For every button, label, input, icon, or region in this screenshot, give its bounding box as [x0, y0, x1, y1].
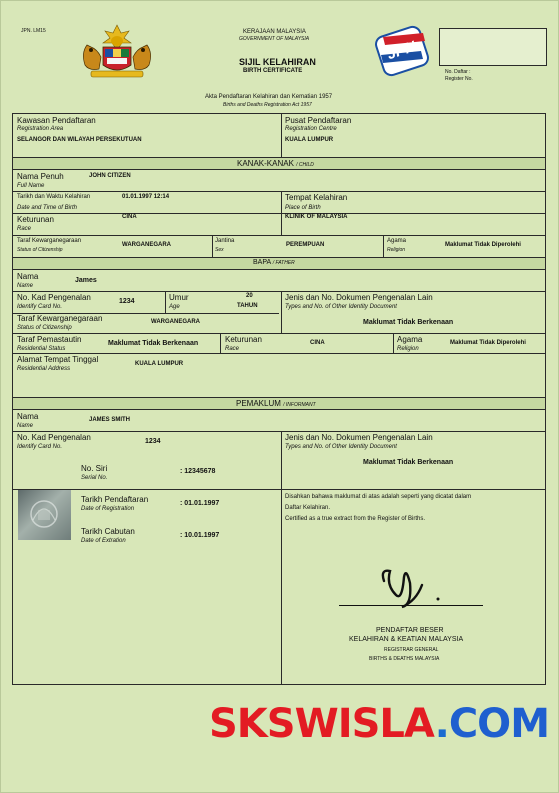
registration-date-label-ms: Tarikh Pendaftaran — [81, 495, 149, 504]
certification-line-2: Daftar Kelahiran. — [285, 505, 331, 511]
informant-name-label-en: Name — [17, 423, 34, 429]
father-doc-value: Maklumat Tidak Berkenaan — [363, 319, 454, 326]
father-name-label-en: Name — [17, 283, 34, 289]
serial-label-en: Serial No. — [81, 475, 108, 481]
government-ms: KERAJAAN MALAYSIA — [243, 29, 306, 35]
child-religion-value: Maklumat Tidak Diperolehi — [445, 242, 521, 248]
child-place-value: KLINIK OF MALAYSIA — [285, 214, 348, 220]
signatory-line-2: KELAHIRAN & KEATIAN MALAYSIA — [349, 636, 464, 643]
jpn-logo-text: JPN — [384, 38, 418, 64]
father-ic-label-ms: No. Kad Pengenalan — [17, 293, 91, 302]
extraction-date-value: : 10.01.1997 — [180, 532, 220, 539]
child-name-label-en: Full Name — [17, 183, 45, 189]
father-race-label-ms: Keturunan — [225, 335, 262, 344]
father-address-label-en: Residential Address — [17, 366, 71, 372]
father-age-value: 20 — [246, 293, 253, 299]
act-en: Births and Deaths Registration Act 1957 — [223, 102, 312, 108]
child-dob-label-en: Date and Time of Birth — [17, 205, 77, 211]
signatory-line-1: PENDAFTAR BESER — [376, 627, 444, 634]
extraction-date-label-ms: Tarikh Cabutan — [81, 527, 135, 536]
certification-line-3: Certified as a true extract from the Register of Births. — [285, 516, 426, 522]
father-address-value: KUALA LUMPUR — [135, 361, 184, 367]
registration-date-label-en: Date of Registration — [81, 506, 135, 512]
father-race-value: CINA — [310, 340, 325, 346]
extraction-date-label-en: Date of Extration — [81, 538, 126, 544]
informant-doc-value: Maklumat Tidak Berkenaan — [363, 459, 454, 466]
coat-of-arms-icon — [77, 23, 157, 81]
informant-name-label-ms: Nama — [17, 412, 39, 421]
title-ms: SIJIL KELAHIRAN — [239, 57, 316, 67]
father-citizenship-label-ms: Taraf Kewarganegaraan — [17, 314, 103, 323]
signatory-line-4: BIRTHS & DEATHS MALAYSIA — [369, 656, 440, 662]
father-ic-label-en: Identify Card No. — [17, 304, 63, 310]
father-age-label-ms: Umur — [169, 293, 189, 302]
father-doc-label-ms: Jenis dan No. Dokumen Pengenalan Lain — [285, 293, 433, 302]
register-no-en: Register No. — [445, 76, 473, 82]
government-en: GOVERNMENT OF MALAYSIA — [239, 36, 310, 42]
father-ic-value: 1234 — [119, 298, 135, 305]
child-place-label-en: Place of Birth — [285, 205, 321, 211]
child-dob-value: 01.01.1997 12:14 — [122, 194, 170, 200]
act-ms: Akta Pendaftaran Kelahiran dan Kematian 1957 — [205, 94, 333, 100]
jpn-logo-icon — [373, 25, 433, 77]
registration-centre-label-ms: Pusat Pendaftaran — [285, 116, 352, 125]
child-race-label-en: Race — [17, 226, 32, 232]
informant-doc-label-ms: Jenis dan No. Dokumen Pengenalan Lain — [285, 433, 433, 442]
father-race-label-en: Race — [225, 346, 240, 352]
register-number-box — [439, 28, 547, 66]
child-citizenship-label-ms: Taraf Kewarganegaraan — [17, 238, 82, 244]
registration-centre-label-en: Registration Centre — [285, 126, 337, 132]
father-doc-label-en: Types and No. of Other Identity Document — [285, 304, 397, 310]
child-religion-label-en: Religion — [387, 247, 406, 253]
child-sex-value: PEREMPUAN — [286, 242, 325, 248]
child-name-label-ms: Nama Penuh — [17, 172, 64, 181]
registration-centre-value: KUALA LUMPUR — [285, 137, 334, 143]
child-religion-label-ms: Agama — [387, 238, 407, 244]
father-citizenship-label-en: Status of Citizenship — [17, 325, 72, 331]
informant-ic-value: 1234 — [145, 438, 161, 445]
father-residential-label-ms: Taraf Pemastautin — [17, 335, 82, 344]
title-en: BIRTH CERTIFICATE — [243, 68, 303, 74]
father-address-label-ms: Alamat Tempat Tinggal — [17, 355, 99, 364]
registration-area-label-ms: Kawasan Pendaftaran — [17, 116, 96, 125]
serial-value: : 12345678 — [180, 468, 216, 475]
informant-ic-label-en: Identify Card No. — [17, 444, 63, 450]
informant-name-value: JAMES SMITH — [89, 417, 131, 423]
father-religion-label-en: Religion — [397, 346, 419, 352]
child-section-title: KANAK-KANAK / CHILD — [237, 159, 314, 168]
child-citizenship-value: WARGANEGARA — [122, 242, 171, 248]
father-name-value: James — [75, 277, 97, 284]
father-religion-value: Maklumat Tidak Diperolehi — [450, 340, 526, 346]
form-code: JPN. LM15 — [21, 28, 46, 34]
informant-ic-label-ms: No. Kad Pengenalan — [17, 433, 91, 442]
registration-date-value: : 01.01.1997 — [180, 500, 220, 507]
child-race-label-ms: Keturunan — [17, 215, 54, 224]
child-race-value: CINA — [122, 214, 137, 220]
child-name-value: JOHN CITIZEN — [89, 173, 131, 179]
registration-area-label-en: Registration Area — [17, 126, 64, 132]
child-dob-label-ms: Tarikh dan Waktu Kelahiran — [17, 194, 91, 200]
website-watermark: SKSWISLA.COM — [209, 701, 549, 747]
father-name-label-ms: Nama — [17, 272, 39, 281]
child-sex-label-en: Sex — [215, 247, 224, 253]
certification-line-1: Disahkan bahawa maklumat di atas adalah seperti yang dicatat dalam — [285, 494, 472, 500]
security-hologram-icon — [18, 490, 71, 540]
registration-area-value: SELANGOR DAN WILAYAH PERSEKUTUAN — [17, 137, 142, 143]
father-age-unit: TAHUN — [237, 303, 258, 309]
child-citizenship-label-en: Status of Citizenship — [17, 247, 63, 253]
informant-doc-label-en: Types and No. of Other Identity Document — [285, 444, 397, 450]
child-place-label-ms: Tempat Kelahiran — [285, 193, 348, 202]
father-age-label-en: Age — [169, 304, 180, 310]
register-no-ms: No. Daftar : — [445, 69, 471, 75]
serial-label-ms: No. Siri — [81, 464, 108, 473]
child-sex-label-ms: Jantina — [215, 238, 235, 244]
father-religion-label-ms: Agama — [397, 335, 423, 344]
father-citizenship-value: WARGANEGARA — [151, 319, 200, 325]
father-section-title: BAPA / FATHER — [253, 259, 295, 266]
father-residential-label-en: Residential Status — [17, 346, 66, 352]
father-residential-value: Maklumat Tidak Berkenaan — [108, 340, 199, 347]
signatory-line-3: REGISTRAR GENERAL — [384, 647, 439, 653]
informant-section-title: PEMAKLUM / INFORMANT — [236, 399, 316, 408]
registrar-signature-icon — [376, 561, 446, 611]
